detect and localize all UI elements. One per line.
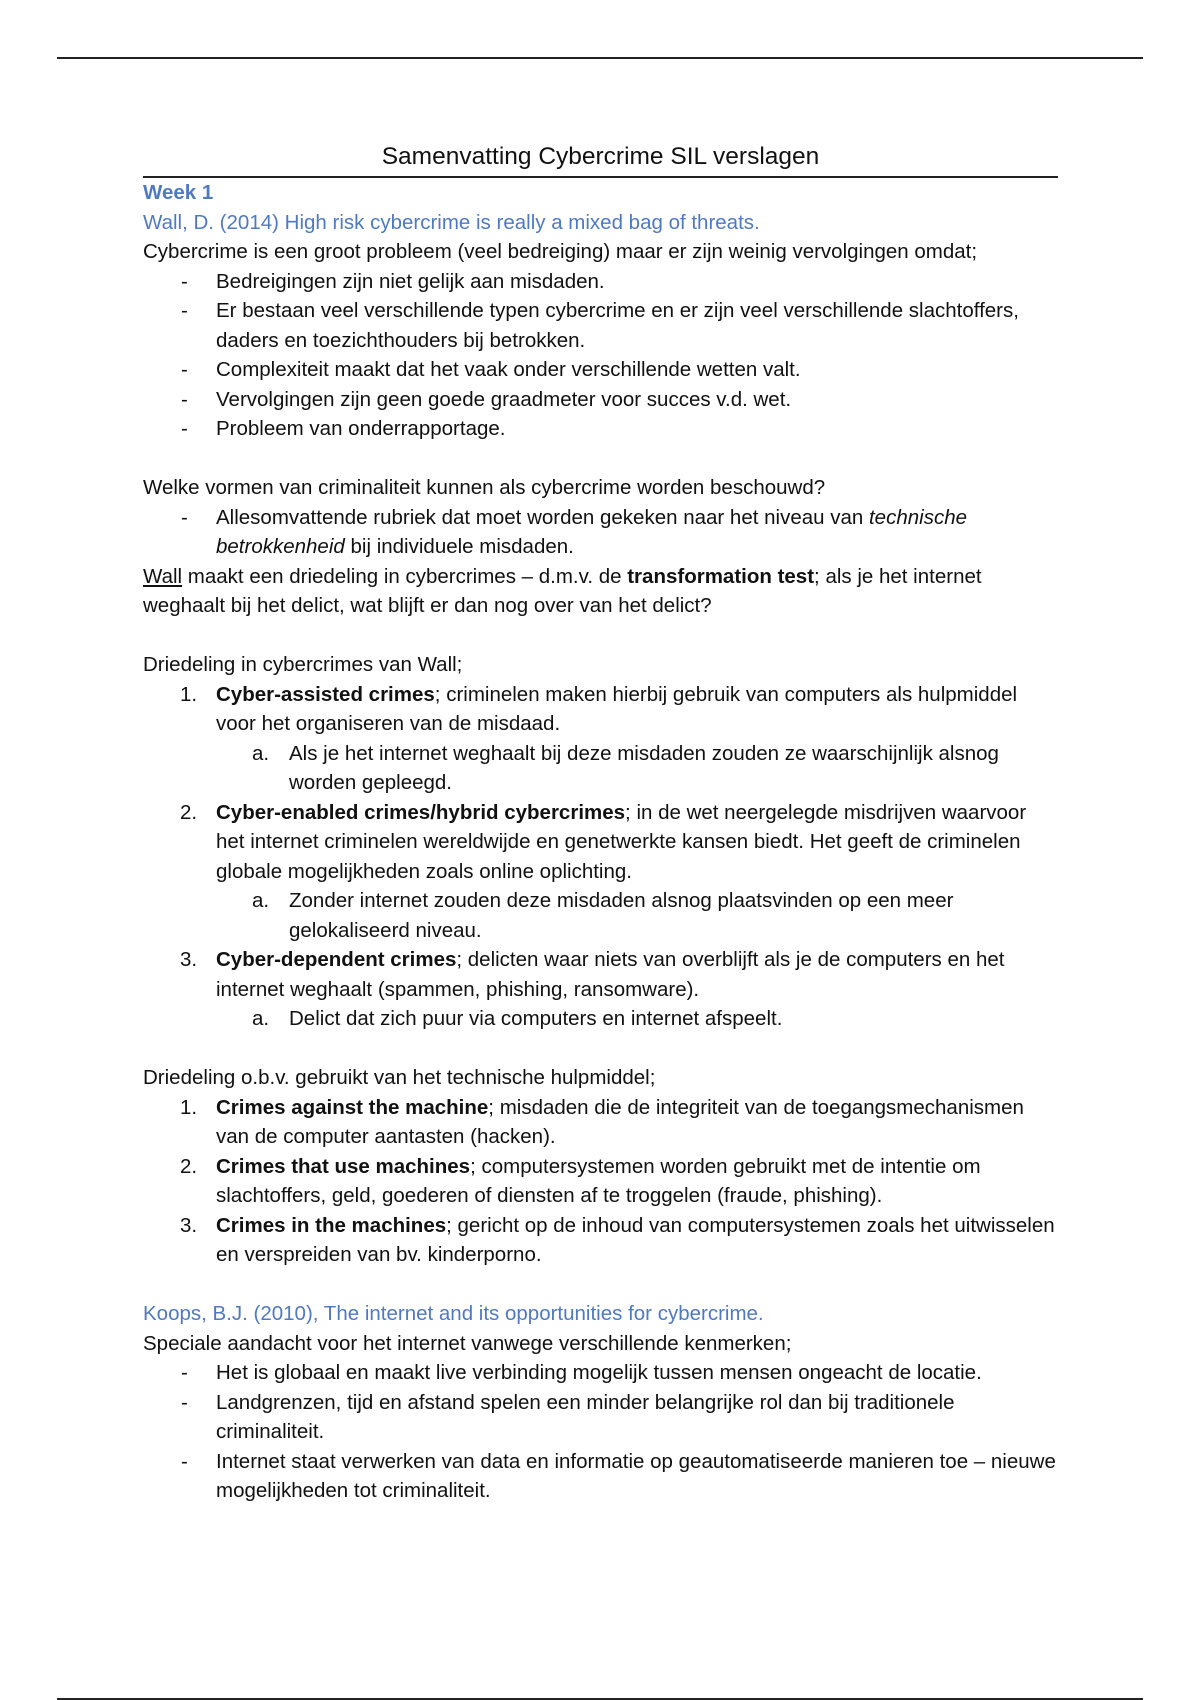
hulpmiddel-list <box>143 1093 1058 1270</box>
sub-list <box>216 1004 1058 1034</box>
list-item: - Vervolgingen zijn geen goede graadmeter voor succes v.d. wet. <box>143 385 1058 415</box>
source-heading-wall: Wall, D. (2014) High risk cybercrime is really a mixed bag of threats. <box>143 210 760 234</box>
term: Cyber-assisted crimes <box>216 682 435 706</box>
author-reference: Wall <box>143 564 183 588</box>
sub-list <box>216 886 1058 945</box>
document-page <box>143 140 1058 1506</box>
list-item <box>143 798 1058 946</box>
sub-marker: a. <box>252 741 270 765</box>
paragraph-transformation <box>143 562 1058 621</box>
spacer <box>143 621 1058 651</box>
term-description: ; criminelen maken hierbij gebruik van computers als hulpmiddel voor het organiseren van de misdaad. <box>216 682 1018 735</box>
answer-text-end: bij individuele misdaden. <box>344 535 574 558</box>
spacer <box>143 1270 1058 1300</box>
header-rule <box>57 57 1143 59</box>
paragraph-intro: Cybercrime is een groot probleem (veel bedreiging) maar er zijn weinig vervolgingen omdat; <box>143 240 978 263</box>
spacer <box>143 444 1058 474</box>
term-description: ; gericht op de inhoud van computersystemen zoals het uitwisselen en verspreiden van bv. kinderporno. <box>216 1213 1055 1266</box>
spacer <box>143 1034 1058 1064</box>
list-item <box>143 1093 1058 1152</box>
term: Crimes in the machines <box>216 1213 447 1237</box>
sub-text: Delict dat zich puur via computers en internet afspeelt. <box>289 1007 783 1030</box>
sub-list-item <box>216 1004 1058 1034</box>
term-description: ; delicten waar niets van overblijft als je de computers en het internet weghaalt (spammen, phishing, ransomware). <box>216 948 1005 1001</box>
paragraph-driedeling: Driedeling in cybercrimes van Wall; <box>143 653 463 676</box>
paragraph-question: Welke vormen van criminaliteit kunnen als cybercrime worden beschouwd? <box>143 476 826 499</box>
list-item <box>143 680 1058 798</box>
answer-emphasis: technische betrokkenheid <box>216 505 967 558</box>
list-item: - Landgrenzen, tijd en afstand spelen een minder belangrijke rol dan bij traditionele criminaliteit. <box>143 1388 1058 1447</box>
list-marker: 3. <box>180 1213 198 1237</box>
list-marker: 2. <box>180 800 198 824</box>
list-item: - Er bestaan veel verschillende typen cybercrime en er zijn veel verschillende slachtoffers, daders en toezichthouders bij betrokken. <box>143 296 1058 355</box>
sub-marker: a. <box>252 1007 270 1030</box>
list-item: - Probleem van onderrapportage. <box>143 414 1058 444</box>
document-title: Samenvatting Cybercrime SIL verslagen <box>143 140 1058 178</box>
paragraph-koops-intro: Speciale aandacht voor het internet vanwege verschillende kenmerken; <box>143 1331 792 1355</box>
term: Crimes against the machine <box>216 1095 489 1119</box>
list-item: - Internet staat verwerken van data en informatie op geautomatiseerde manieren toe – nieuwe mogelijkheden tot criminaliteit. <box>143 1447 1058 1506</box>
sub-list-item <box>216 739 1058 798</box>
paragraph-hulpmiddel: Driedeling o.b.v. gebruikt van het technische hulpmiddel; <box>143 1066 656 1089</box>
sub-marker: a. <box>252 889 270 912</box>
term-description: ; misdaden die de integriteit van de toegangsmechanismen van de computer aantasten (hacken). <box>216 1095 1024 1148</box>
transformation-term: transformation test <box>627 564 815 588</box>
list-item <box>143 1211 1058 1270</box>
list-marker: 1. <box>180 682 198 706</box>
list-item <box>143 1152 1058 1211</box>
list-item: - Complexiteit maakt dat het vaak onder verschillende wetten valt. <box>143 355 1058 385</box>
transformation-text: maakt een driedeling in cybercrimes – d.m.v. de <box>182 564 628 588</box>
answer-list <box>143 503 1058 562</box>
week-heading: Week 1 <box>143 181 214 204</box>
list-item <box>143 503 1058 562</box>
sub-text: Als je het internet weghaalt bij deze misdaden zouden ze waarschijnlijk alsnog worden gepleegd. <box>289 741 999 794</box>
sub-text: Zonder internet zouden deze misdaden alsnog plaatsvinden op een meer gelokaliseerd niveau. <box>289 889 954 942</box>
term-description: ; in de wet neergelegde misdrijven waarvoor het internet criminelen wereldwijde en genetwerkte kansen biedt. Het geeft de criminelen globale mogelijkheden zoals online oplichting. <box>216 800 1027 883</box>
transformation-text-end: ; als je het internet weghaalt bij het delict, wat blijft er dan nog over van het delict? <box>143 564 982 617</box>
list-item: - Het is globaal en maakt live verbinding mogelijk tussen mensen ongeacht de locatie. <box>143 1358 1058 1388</box>
term-description: ; computersystemen worden gebruikt met de intentie om slachtoffers, geld, goederen of diensten af te troggelen (fraude, phishing). <box>216 1154 981 1207</box>
list-item: - Bedreigingen zijn niet gelijk aan misdaden. <box>143 267 1058 297</box>
term: Crimes that use machines <box>216 1154 471 1178</box>
answer-text: Allesomvattende rubriek dat moet worden gekeken naar het niveau van <box>216 505 869 529</box>
sub-list <box>216 739 1058 798</box>
reasons-list <box>143 267 1058 444</box>
list-marker: 1. <box>180 1095 198 1119</box>
koops-list <box>143 1358 1058 1506</box>
term: Cyber-enabled crimes/hybrid cybercrimes <box>216 800 626 824</box>
source-heading-koops: Koops, B.J. (2010), The internet and its opportunities for cybercrime. <box>143 1302 764 1325</box>
driedeling-list <box>143 680 1058 1034</box>
sub-list-item <box>216 886 1058 945</box>
list-marker: 3. <box>180 948 198 971</box>
list-item <box>143 945 1058 1034</box>
list-marker: 2. <box>180 1154 198 1178</box>
term: Cyber-dependent crimes <box>216 948 457 971</box>
